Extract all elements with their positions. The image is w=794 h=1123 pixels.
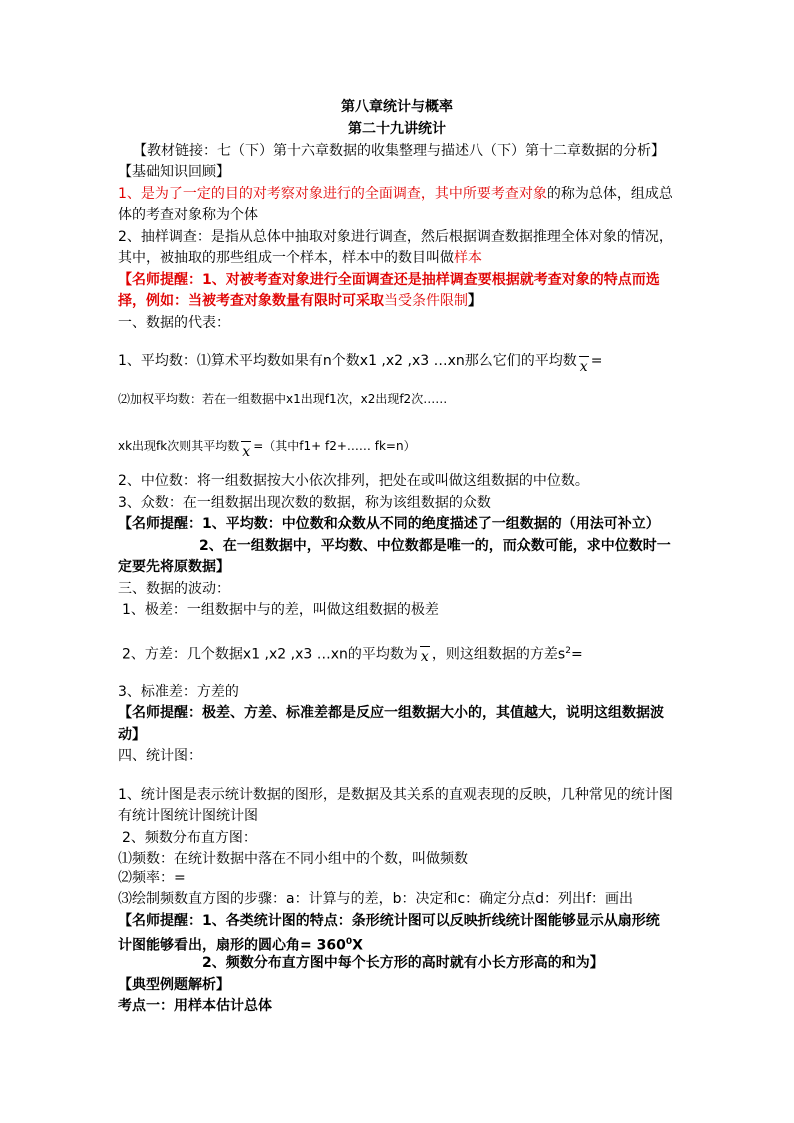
test-point-1: 考点一：用样本估计总体 xyxy=(118,998,272,1014)
section-1-heading: 一、数据的代表： xyxy=(118,315,230,331)
item1-text-a: 是为了一定的目的对考察对象进行的全面调查，其中所要考 xyxy=(140,186,505,202)
review-heading: 【基础知识回顾】 xyxy=(118,164,230,180)
item2-text: 其中，被抽取的那些组成一个样本，样本中的数目叫做 xyxy=(118,250,454,266)
mean-equals: = xyxy=(590,353,603,369)
tip4-text-a: 计图能够看出，扇形的圆心角= 360 xyxy=(118,937,346,954)
mode-line: 3、众数：在一组数据出现次数的数据，称为该组数据的众数 xyxy=(118,495,491,511)
charts-line2: 有统计图统计图统计图 xyxy=(118,808,258,824)
variance-text-c: = xyxy=(570,646,583,663)
weighted-text-a: xk出现fk次则其平均数 xyxy=(118,439,240,453)
tip2-line1: 【名师提醒：1、平均数：中位数和众数从不同的绝度描述了一组数据的（用法可补立） xyxy=(118,516,660,532)
lecture-title: 第二十九讲统计 xyxy=(348,121,446,137)
variance-text-a: 2、方差：几个数据x1 ,x2 ,x3 …xn的平均数为 xyxy=(122,646,418,663)
histogram-steps-line: ⑶绘制频数直方图的步骤：a：计算与的差，b：决定和c：确定分点d：列出f：画出 xyxy=(118,891,633,907)
charts-line1: 1、统计图是表示统计数据的图形，是数据及其关系的直观表现的反映，几种常见的统计图 xyxy=(118,787,673,803)
weighted-text-b: =（其中f1+ f2+…… fk=n） xyxy=(253,439,416,453)
item1-prefix: 1、 xyxy=(118,186,141,202)
tip3-line2: 动】 xyxy=(118,727,146,743)
mean-text: 1、平均数：⑴算术平均数如果有n个数x1 ,x2 ,x3 …xn那么它们的平均数 xyxy=(118,353,577,369)
textbook-link: 【教材链接：七（下）第十六章数据的收集整理与描述八（下）第十二章数据的分析】 xyxy=(133,143,665,159)
tip4-line1: 【名师提醒：1、各类统计图的特点：条形统计图可以反映折线统计图能够显示从扇形统 xyxy=(118,913,660,929)
tip1-text-a: 择，例如：当被考查对象数量有限时可采取 xyxy=(118,293,384,309)
tip4-degree-sup: 0 xyxy=(345,937,353,947)
tip2-line3: 定要先将原数据】 xyxy=(118,559,230,575)
tip1-text-c: 】 xyxy=(468,293,482,309)
variance-line xyxy=(122,640,583,666)
x-bar-symbol: x xyxy=(239,435,253,457)
tip4-line3: 2、频数分布直方图中每个长方形的高时就有小长方形高的和为】 xyxy=(202,955,604,971)
x-bar-symbol: x xyxy=(577,350,591,372)
x-bar-symbol: x xyxy=(418,640,432,662)
tip2-line2: 2、在一组数据中，平均数、中位数都是唯一的，而众数可能，求中位数时一 xyxy=(199,538,671,554)
mean-line1 xyxy=(118,350,603,375)
item2-red-term: 样本 xyxy=(454,250,482,266)
chapter-title: 第八章统计与概率 xyxy=(341,99,453,115)
median-line: 2、中位数：将一组数据按大小依次排列，把处在或叫做这组数据的中位数。 xyxy=(118,473,589,489)
section-4-heading: 四、统计图： xyxy=(118,748,202,764)
tip1-text-b: 当受条件限制 xyxy=(384,293,468,309)
weighted-mean-line2 xyxy=(118,435,416,460)
range-line: 1、极差：一组数据中与的差，叫做这组数据的极差 xyxy=(122,602,439,618)
tip1-line2 xyxy=(118,290,482,312)
item1-red-term: 查对象 xyxy=(504,186,547,202)
weighted-mean: ⑵加权平均数：若在一组数据中x1出现f1次，x2出现f2次…… xyxy=(118,392,448,406)
frequency-count-line: ⑴频数：在统计数据中落在不同小组中的个数，叫做频数 xyxy=(118,851,468,867)
tip4-text-b: X xyxy=(352,937,363,954)
section-3-heading: 三、数据的波动： xyxy=(118,581,230,597)
stddev-line: 3、标准差：方差的 xyxy=(118,684,239,700)
item1-line1 xyxy=(118,183,673,205)
item1-line2: 体的考查对象称为个体 xyxy=(118,207,258,223)
item1-text-b: 的称为总体，组成总 xyxy=(546,186,673,202)
examples-heading: 【典型例题解析】 xyxy=(118,977,230,993)
tip3-line1: 【名师提醒：极差、方差、标准差都是反应一组数据大小的，其值越大，说明这组数据波 xyxy=(118,705,664,721)
tip1-line1: 【名师提醒：1、对被考查对象进行全面调查还是抽样调查要根据就考查对象的特点而选 xyxy=(118,272,660,288)
item2-line1: 2、抽样调查：是指从总体中抽取对象进行调查，然后根据调查数据推理全体对象的情况， xyxy=(118,229,673,245)
variance-sup: 2 xyxy=(565,646,571,656)
histogram-heading: 2、频数分布直方图： xyxy=(122,830,257,846)
variance-text-b: ，则这组数据的方差s xyxy=(431,646,566,663)
frequency-rate-line: ⑵频率：= xyxy=(118,870,186,886)
item2-line2 xyxy=(118,247,482,269)
